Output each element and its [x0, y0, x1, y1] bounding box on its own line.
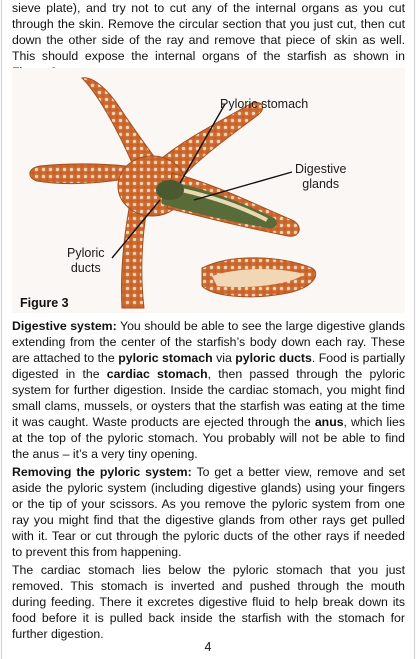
- term-pyloric-ducts: pyloric ducts: [235, 351, 312, 365]
- label-ducts-line2: ducts: [70, 261, 101, 275]
- text-run: To get a better view, remove and set aside the pyloric system (including digestive glands) using your fingers or the tip of your scissors. As you remove the pyloric system from one ray you might find that the digestive glands from other rays get pulled with it. Tear or cut through the pyloric ducts of the other rays if needed to prevent this from happening.: [12, 465, 405, 559]
- starfish-figure: [12, 68, 405, 313]
- text-run: via: [212, 351, 236, 365]
- label-digestive-line2: glands: [302, 177, 340, 191]
- digestive-system-heading: Digestive system:: [12, 319, 117, 333]
- intro-paragraph: sieve plate), and try not to cut any of the internal organs as you cut through the skin. Remove the circular section that you just cut, then cut down the other side of the ray and remove that piece of skin as well. This should expose the internal organs of the starfish as shown in: [12, 1, 405, 63]
- figure-caption: Figure 3: [20, 296, 69, 310]
- page-number: 4: [204, 640, 212, 654]
- removing-pyloric-paragraph: [12, 464, 405, 560]
- label-digestive-line1: Digestive: [295, 162, 347, 176]
- term-anus: anus: [314, 415, 344, 429]
- label-ducts-line1: Pyloric: [67, 246, 105, 260]
- page-border-left: [1, 0, 2, 659]
- removed-skin-piece: [202, 258, 316, 297]
- digestive-system-paragraph: [12, 318, 405, 462]
- label-pyloric-stomach: Pyloric stomach: [220, 97, 309, 111]
- term-cardiac-stomach: cardiac stomach: [106, 367, 208, 381]
- page-border-right: [414, 0, 415, 659]
- cardiac-stomach-paragraph: The cardiac stomach lies below the pyloric stomach that you just removed. This stomach is inverted and pushed through the mouth during feeding. There it excretes digestive fluid to help break down its food before it is pulled back inside the starfish with the stomach for further digestion.: [12, 563, 405, 641]
- label-pyloric-ducts: [67, 246, 105, 276]
- text-run: , then passed through the pyloric system for further digestion. Inside the cardiac stomach, you might find small clams, mussels, or oysters that the starfish was eating at the time it was caught. Waste products are ejected through the: [12, 367, 405, 429]
- text-run: . Food is partially digested in the: [12, 351, 405, 381]
- removing-heading: Removing the pyloric system:: [12, 465, 192, 479]
- term-pyloric-stomach: pyloric stomach: [118, 351, 213, 365]
- text-run: , which lies at the top of the pyloric stomach. You probably will not be able to find the anus – it’s a very tiny opening.: [12, 415, 406, 461]
- text-run: You should be able to see the large digestive glands extending from the center of the starfish’s body down each ray. These are attached to the: [12, 319, 405, 365]
- label-digestive-glands: [295, 162, 346, 192]
